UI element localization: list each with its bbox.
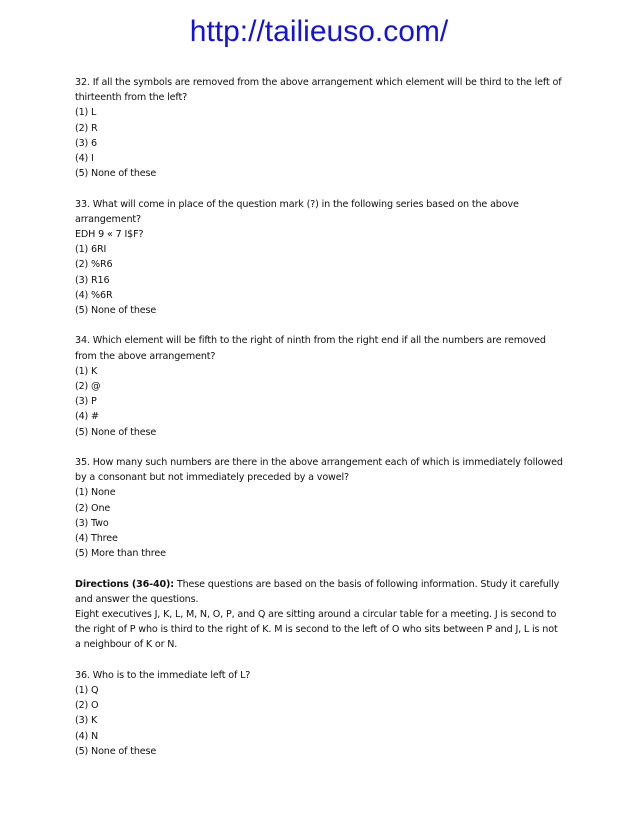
directions-first-line xyxy=(75,577,575,592)
answer-option: (3) K xyxy=(75,715,98,727)
document-body xyxy=(75,75,575,774)
header-url-link[interactable]: http://tailieuso.com/ xyxy=(189,15,449,48)
question-text: 35. How many such numbers are there in the above arrangement each of which is immediately followed xyxy=(75,457,563,469)
answer-option: (1) None xyxy=(75,487,116,499)
answer-option: (5) None of these xyxy=(75,305,157,317)
question-34 xyxy=(75,333,575,439)
question-35 xyxy=(75,455,575,561)
answer-option: (5) None of these xyxy=(75,426,157,438)
question-text: by a consonant but not immediately preceded by a vowel? xyxy=(75,472,349,484)
directions-36-40 xyxy=(75,577,575,653)
question-32 xyxy=(75,75,575,181)
answer-option: (2) O xyxy=(75,700,99,712)
answer-option: (1) L xyxy=(75,107,97,119)
answer-option: (1) Q xyxy=(75,685,99,697)
answer-option: (3) Two xyxy=(75,517,109,529)
question-series: EDH 9 « 7 I$F? xyxy=(75,229,144,241)
answer-option: (3) 6 xyxy=(75,137,97,149)
answer-option: (3) P xyxy=(75,396,97,408)
answer-option: (5) More than three xyxy=(75,548,166,560)
answer-option: (4) %6R xyxy=(75,289,113,301)
answer-option: (4) # xyxy=(75,411,99,423)
directions-text: a neighbour of K or N. xyxy=(75,639,178,651)
answer-option: (2) %R6 xyxy=(75,259,113,271)
directions-text: and answer the questions. xyxy=(75,593,199,605)
question-text: arrangement? xyxy=(75,213,141,225)
question-text: thirteenth from the left? xyxy=(75,92,188,104)
directions-text: Eight executives J, K, L, M, N, O, P, and Q are sitting around a circular table for a meeting. J is second to xyxy=(75,609,557,621)
directions-text: These questions are based on the basis of following information. Study it carefully xyxy=(173,578,560,590)
answer-option: (2) R xyxy=(75,122,98,134)
question-text: from the above arrangement? xyxy=(75,350,216,362)
question-33 xyxy=(75,197,575,319)
answer-option: (4) N xyxy=(75,730,99,742)
answer-option: (1) K xyxy=(75,365,98,377)
question-text: 34. Which element will be fifth to the right of ninth from the right end if all the numbers are removed xyxy=(75,335,546,347)
answer-option: (5) None of these xyxy=(75,168,157,180)
answer-option: (2) @ xyxy=(75,381,101,393)
directions-label: Directions (36-40): xyxy=(75,578,174,590)
answer-option: (4) Three xyxy=(75,533,118,545)
directions-text: the right of P who is third to the right of K. M is second to the left of O who sits between P and J, L is not xyxy=(75,624,558,636)
answer-option: (5) None of these xyxy=(75,745,157,757)
question-36 xyxy=(75,668,575,759)
question-text: 32. If all the symbols are removed from the above arrangement which element will be third to the left of xyxy=(75,77,562,88)
question-text: 36. Who is to the immediate left of L? xyxy=(75,669,251,681)
answer-option: (4) I xyxy=(75,153,94,165)
question-text: 33. What will come in place of the question mark (?) in the following series based on the above xyxy=(75,198,519,210)
answer-option: (3) R16 xyxy=(75,274,110,286)
answer-option: (1) 6RI xyxy=(75,244,107,256)
answer-option: (2) One xyxy=(75,502,111,514)
